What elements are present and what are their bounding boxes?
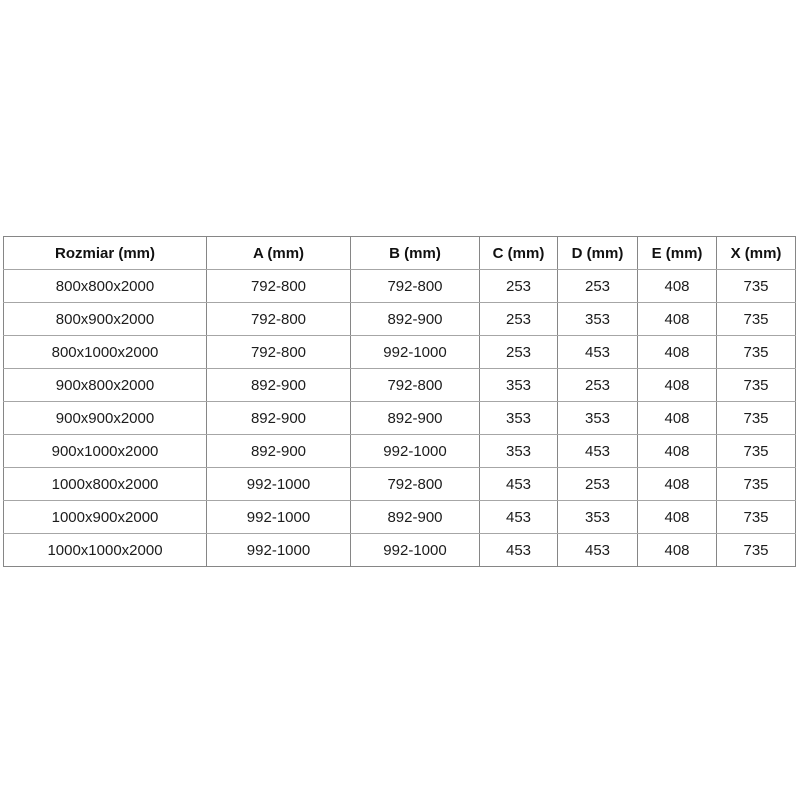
table-cell: 992-1000 bbox=[351, 534, 480, 567]
table-cell: 892-900 bbox=[207, 435, 351, 468]
table-cell: 735 bbox=[717, 501, 796, 534]
table-cell: 353 bbox=[480, 369, 558, 402]
table-cell: 800x900x2000 bbox=[4, 303, 207, 336]
table-cell: 792-800 bbox=[351, 468, 480, 501]
table-cell: 892-900 bbox=[351, 303, 480, 336]
table-cell: 453 bbox=[480, 468, 558, 501]
table-cell: 253 bbox=[480, 270, 558, 303]
table-cell: 1000x900x2000 bbox=[4, 501, 207, 534]
table-cell: 353 bbox=[558, 501, 638, 534]
table-cell: 408 bbox=[638, 336, 717, 369]
column-header: B (mm) bbox=[351, 237, 480, 270]
table-cell: 992-1000 bbox=[207, 534, 351, 567]
table-cell: 453 bbox=[558, 336, 638, 369]
table-cell: 253 bbox=[480, 303, 558, 336]
table-cell: 735 bbox=[717, 303, 796, 336]
table-cell: 900x900x2000 bbox=[4, 402, 207, 435]
table-cell: 408 bbox=[638, 534, 717, 567]
table-cell: 735 bbox=[717, 435, 796, 468]
table-cell: 800x800x2000 bbox=[4, 270, 207, 303]
table-cell: 353 bbox=[558, 303, 638, 336]
table-cell: 900x800x2000 bbox=[4, 369, 207, 402]
table-cell: 408 bbox=[638, 369, 717, 402]
table-body bbox=[4, 270, 796, 567]
table-cell: 453 bbox=[480, 501, 558, 534]
column-header: A (mm) bbox=[207, 237, 351, 270]
column-header: Rozmiar (mm) bbox=[4, 237, 207, 270]
table-cell: 253 bbox=[480, 336, 558, 369]
table-cell: 353 bbox=[558, 402, 638, 435]
table-row bbox=[4, 435, 796, 468]
table-cell: 408 bbox=[638, 501, 717, 534]
table-row bbox=[4, 534, 796, 567]
table-cell: 253 bbox=[558, 468, 638, 501]
table-cell: 792-800 bbox=[351, 369, 480, 402]
table-cell: 408 bbox=[638, 435, 717, 468]
table-cell: 735 bbox=[717, 270, 796, 303]
table-cell: 408 bbox=[638, 303, 717, 336]
table-row bbox=[4, 369, 796, 402]
table-cell: 735 bbox=[717, 468, 796, 501]
column-header: C (mm) bbox=[480, 237, 558, 270]
table-row bbox=[4, 336, 796, 369]
header-row bbox=[4, 237, 796, 270]
table-cell: 792-800 bbox=[207, 303, 351, 336]
table-cell: 408 bbox=[638, 270, 717, 303]
table-cell: 453 bbox=[480, 534, 558, 567]
table-cell: 353 bbox=[480, 402, 558, 435]
table-cell: 892-900 bbox=[207, 369, 351, 402]
table-cell: 992-1000 bbox=[351, 435, 480, 468]
table-cell: 992-1000 bbox=[351, 336, 480, 369]
table-cell: 353 bbox=[480, 435, 558, 468]
table-cell: 992-1000 bbox=[207, 468, 351, 501]
table-row bbox=[4, 501, 796, 534]
table-cell: 792-800 bbox=[351, 270, 480, 303]
table-cell: 892-900 bbox=[351, 402, 480, 435]
column-header: D (mm) bbox=[558, 237, 638, 270]
table-cell: 1000x800x2000 bbox=[4, 468, 207, 501]
table-cell: 408 bbox=[638, 402, 717, 435]
table-cell: 735 bbox=[717, 369, 796, 402]
table-cell: 735 bbox=[717, 336, 796, 369]
table-cell: 792-800 bbox=[207, 336, 351, 369]
table-cell: 453 bbox=[558, 435, 638, 468]
table-cell: 800x1000x2000 bbox=[4, 336, 207, 369]
table-row bbox=[4, 303, 796, 336]
table-cell: 735 bbox=[717, 402, 796, 435]
table-row bbox=[4, 468, 796, 501]
column-header: E (mm) bbox=[638, 237, 717, 270]
table-cell: 408 bbox=[638, 468, 717, 501]
column-header: X (mm) bbox=[717, 237, 796, 270]
table-cell: 892-900 bbox=[207, 402, 351, 435]
table-row bbox=[4, 402, 796, 435]
table-cell: 792-800 bbox=[207, 270, 351, 303]
table-row bbox=[4, 270, 796, 303]
table-cell: 892-900 bbox=[351, 501, 480, 534]
table-cell: 253 bbox=[558, 369, 638, 402]
table-cell: 1000x1000x2000 bbox=[4, 534, 207, 567]
table-cell: 900x1000x2000 bbox=[4, 435, 207, 468]
table-cell: 992-1000 bbox=[207, 501, 351, 534]
table-cell: 453 bbox=[558, 534, 638, 567]
table-cell: 253 bbox=[558, 270, 638, 303]
dimensions-table bbox=[3, 236, 796, 567]
table-cell: 735 bbox=[717, 534, 796, 567]
